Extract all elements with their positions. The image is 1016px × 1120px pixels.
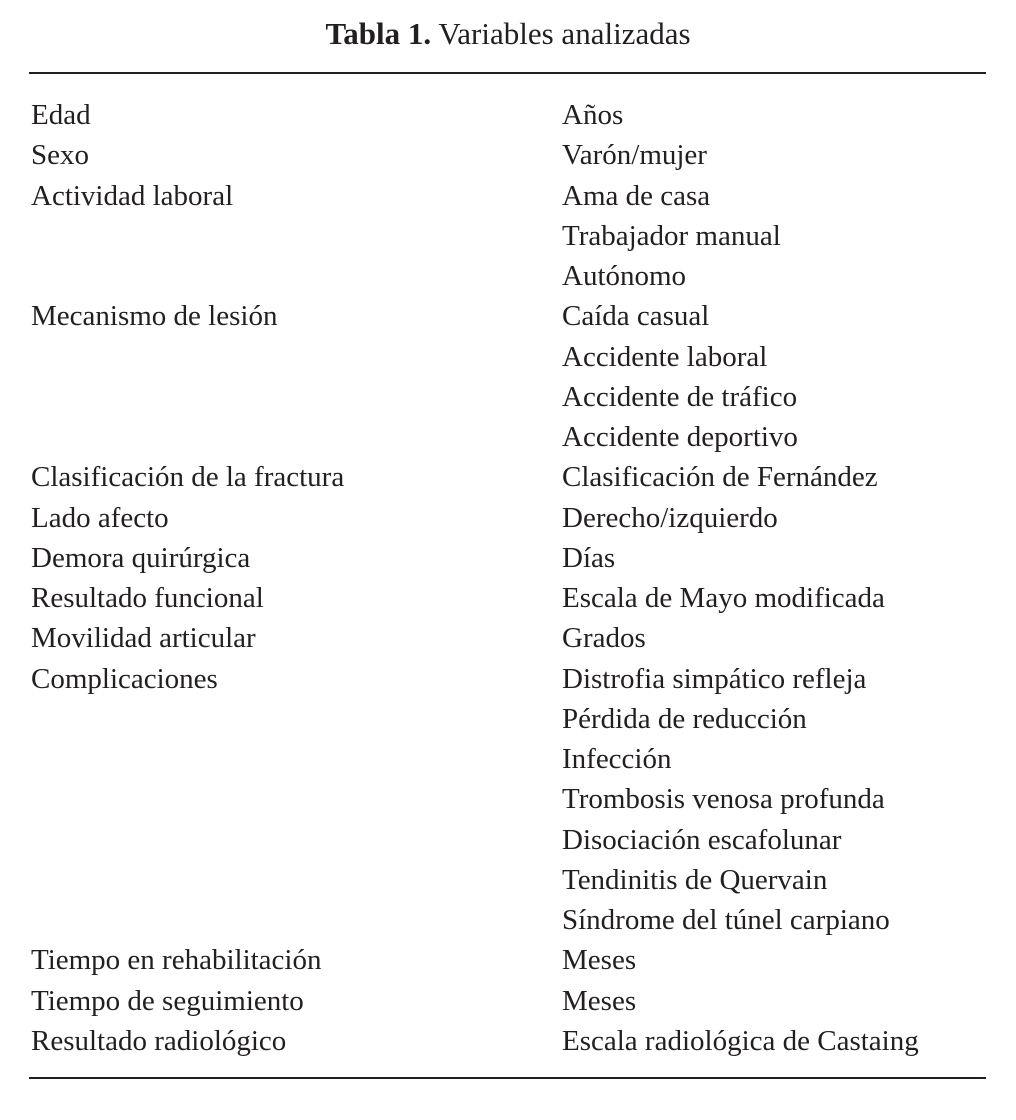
table-row xyxy=(31,538,981,578)
variable-cell: Edad xyxy=(31,99,91,131)
variable-cell: Resultado radiológico xyxy=(31,1024,287,1057)
top-rule xyxy=(29,72,986,74)
table-row xyxy=(31,940,981,980)
variable-cell: Tiempo de seguimiento xyxy=(31,984,304,1017)
value-cell: Accidente de tráfico xyxy=(562,380,798,413)
value-cell: Trombosis venosa profunda xyxy=(562,783,885,816)
table-row xyxy=(31,457,981,497)
table-row xyxy=(31,296,981,336)
value-cell: Ama de casa xyxy=(562,179,711,212)
table-row xyxy=(31,216,981,256)
table-title xyxy=(0,16,1016,52)
variable-cell: Sexo xyxy=(31,139,89,172)
table-row xyxy=(31,981,981,1021)
table-row xyxy=(31,377,981,417)
table-row xyxy=(31,337,981,377)
table-label: Tabla 1. xyxy=(325,16,432,51)
table-row xyxy=(31,739,981,779)
table-row xyxy=(31,417,981,457)
table-row xyxy=(31,820,981,860)
value-cell: Pérdida de reducción xyxy=(562,702,807,735)
value-cell: Grados xyxy=(562,622,646,655)
value-cell: Trabajador manual xyxy=(562,219,781,252)
table-row xyxy=(31,1021,981,1061)
value-cell: Días xyxy=(562,541,616,574)
variable-cell: Clasificación de la fractura xyxy=(31,461,345,494)
value-cell: Accidente laboral xyxy=(562,340,768,373)
value-cell: Años xyxy=(562,99,624,131)
variable-cell: Complicaciones xyxy=(31,662,218,695)
table-row xyxy=(31,176,981,216)
variables-table xyxy=(31,95,981,1061)
table-row xyxy=(31,135,981,175)
value-cell: Infección xyxy=(562,743,672,775)
table-row xyxy=(31,618,981,658)
table-row xyxy=(31,900,981,940)
bottom-rule xyxy=(29,1077,986,1079)
table-row xyxy=(31,256,981,296)
value-cell: Caída casual xyxy=(562,300,710,333)
variable-cell: Demora quirúrgica xyxy=(31,541,251,574)
value-cell: Distrofia simpático refleja xyxy=(562,662,867,695)
table-row xyxy=(31,95,981,135)
value-cell: Disociación escafolunar xyxy=(562,823,842,856)
table-row xyxy=(31,699,981,739)
value-cell: Autónomo xyxy=(562,260,687,292)
value-cell: Clasificación de Fernández xyxy=(562,461,878,494)
table-row xyxy=(31,578,981,618)
variable-cell: Mecanismo de lesión xyxy=(31,300,278,333)
value-cell: Escala radiológica de Castaing xyxy=(562,1024,919,1057)
table-row xyxy=(31,860,981,900)
value-cell: Derecho/izquierdo xyxy=(562,501,778,534)
table-row xyxy=(31,659,981,699)
value-cell: Síndrome del túnel carpiano xyxy=(562,904,890,936)
value-cell: Meses xyxy=(562,984,637,1017)
table-caption: Variables analizadas xyxy=(438,16,691,51)
table-row xyxy=(31,779,981,819)
value-cell: Escala de Mayo modificada xyxy=(562,582,885,614)
value-cell: Tendinitis de Quervain xyxy=(562,863,828,896)
value-cell: Meses xyxy=(562,944,637,977)
variable-cell: Movilidad articular xyxy=(31,622,256,655)
value-cell: Varón/mujer xyxy=(562,139,707,172)
variable-cell: Actividad laboral xyxy=(31,179,234,212)
table-row xyxy=(31,498,981,538)
variable-cell: Tiempo en rehabilitación xyxy=(31,944,322,977)
variable-cell: Resultado funcional xyxy=(31,582,264,614)
variable-cell: Lado afecto xyxy=(31,501,169,534)
value-cell: Accidente deportivo xyxy=(562,421,798,453)
